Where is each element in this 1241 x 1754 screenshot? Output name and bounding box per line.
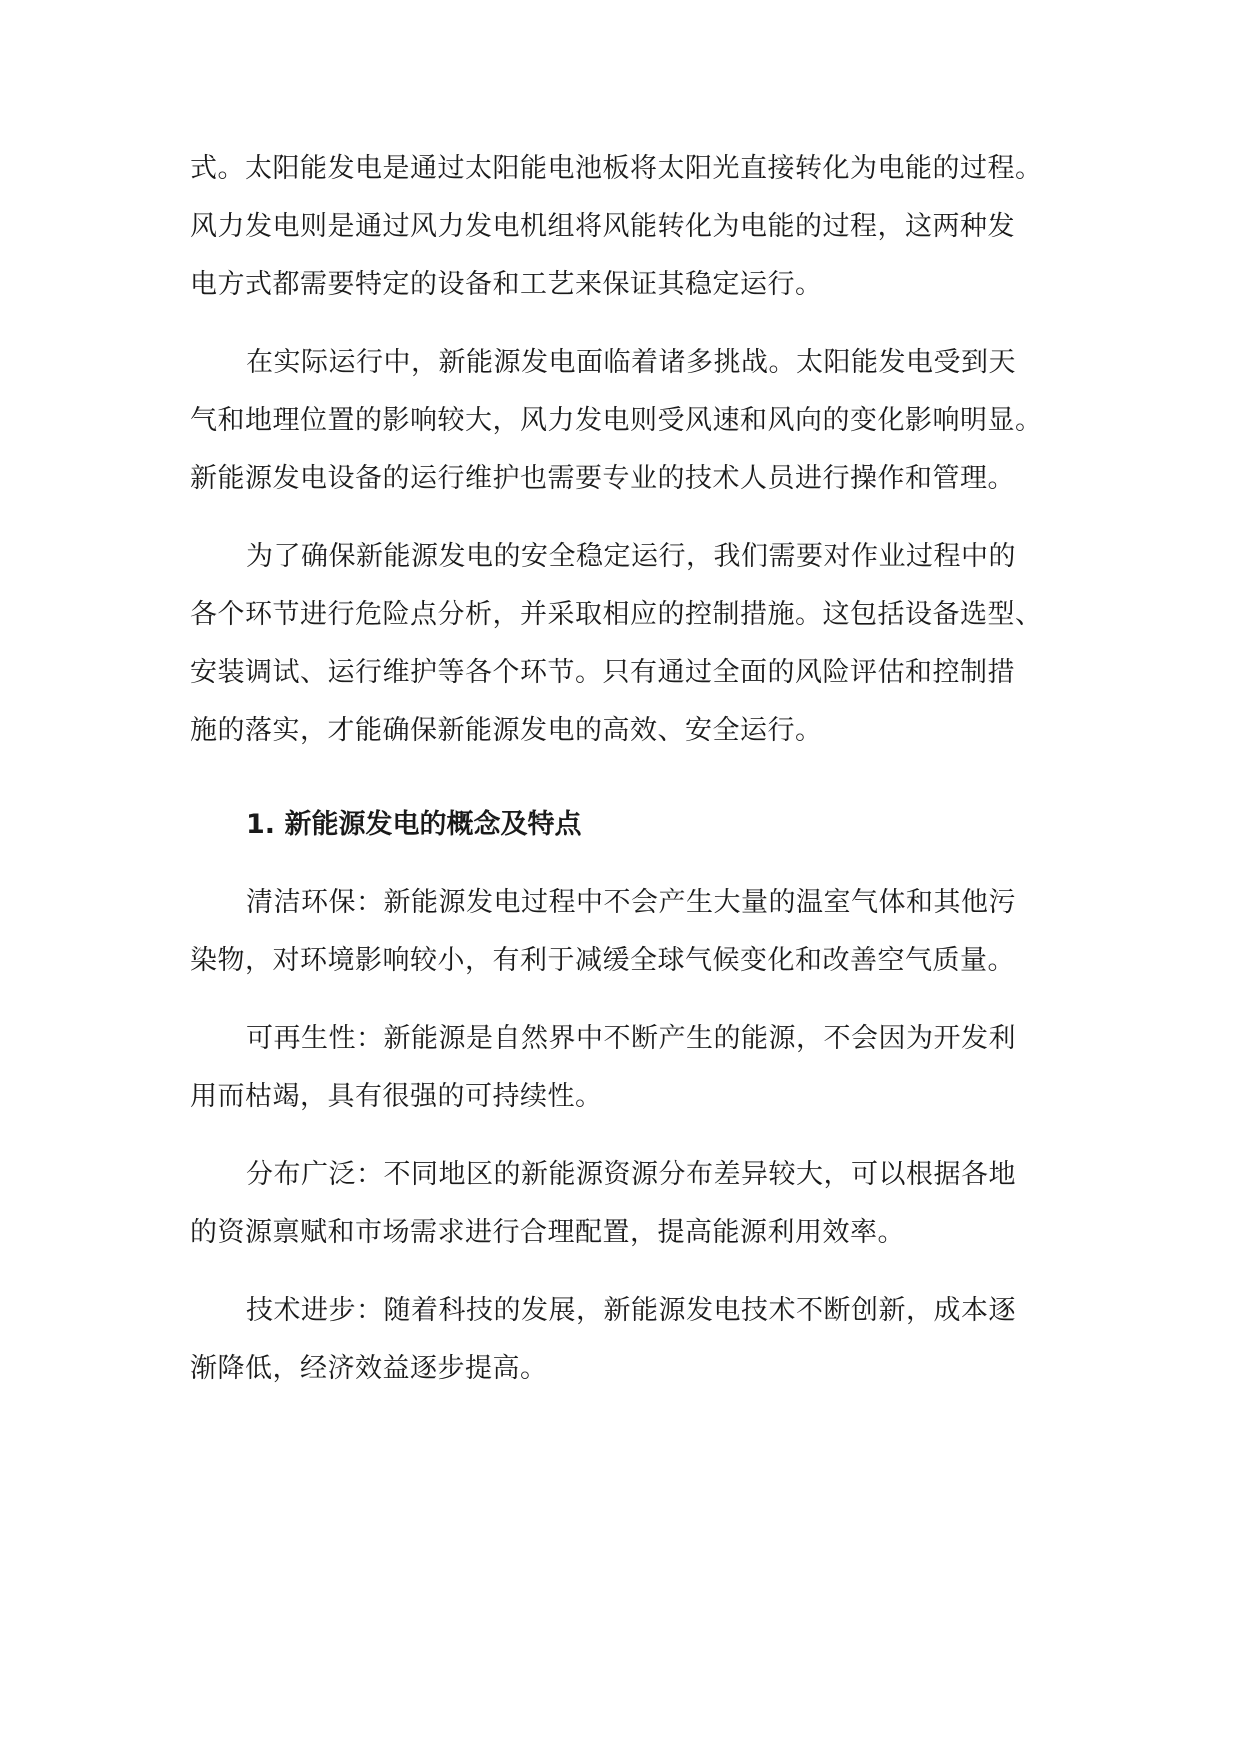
text-line: 式。太阳能发电是通过太阳能电池板将太阳光直接转化为电能的过程。 <box>190 153 1043 184</box>
paragraph-clean <box>190 874 1050 990</box>
text-line: 施的落实，才能确保新能源发电的高效、安全运行。 <box>190 715 823 746</box>
paragraph-solar-wind <box>190 140 1050 314</box>
paragraph-spacer <box>190 314 1050 334</box>
paragraph-risk-analysis <box>190 528 1050 760</box>
section-spacer <box>190 760 1050 796</box>
document-body <box>190 140 1050 1398</box>
text-line: 渐降低，经济效益逐步提高。 <box>190 1353 548 1384</box>
text-line: 安装调试、运行维护等各个环节。只有通过全面的风险评估和控制措 <box>190 657 1015 688</box>
text-line: 可再生性：新能源是自然界中不断产生的能源，不会因为开发利 <box>246 1023 1016 1054</box>
text-line: 分布广泛：不同地区的新能源资源分布差异较大，可以根据各地 <box>246 1159 1016 1190</box>
paragraph-spacer <box>190 1126 1050 1146</box>
paragraph-challenges <box>190 334 1050 508</box>
section-heading: 1. 新能源发电的概念及特点 <box>246 809 582 840</box>
paragraph-spacer <box>190 1262 1050 1282</box>
text-line: 气和地理位置的影响较大，风力发电则受风速和风向的变化影响明显。 <box>190 405 1043 436</box>
text-line: 清洁环保：新能源发电过程中不会产生大量的温室气体和其他污 <box>246 887 1016 918</box>
paragraph-distribution <box>190 1146 1050 1262</box>
text-line: 新能源发电设备的运行维护也需要专业的技术人员进行操作和管理。 <box>190 463 1015 494</box>
text-line: 用而枯竭，具有很强的可持续性。 <box>190 1081 603 1112</box>
paragraph-spacer <box>190 508 1050 528</box>
paragraph-spacer <box>190 854 1050 874</box>
text-line: 技术进步：随着科技的发展，新能源发电技术不断创新，成本逐 <box>246 1295 1016 1326</box>
text-line: 在实际运行中，新能源发电面临着诸多挑战。太阳能发电受到天 <box>246 347 1016 378</box>
text-line: 各个环节进行危险点分析，并采取相应的控制措施。这包括设备选型、 <box>190 599 1043 630</box>
paragraph-spacer <box>190 990 1050 1010</box>
text-line: 为了确保新能源发电的安全稳定运行，我们需要对作业过程中的 <box>246 541 1016 572</box>
text-line: 风力发电则是通过风力发电机组将风能转化为电能的过程，这两种发 <box>190 211 1015 242</box>
paragraph-technology <box>190 1282 1050 1398</box>
paragraph-renewable <box>190 1010 1050 1126</box>
text-line: 电方式都需要特定的设备和工艺来保证其稳定运行。 <box>190 269 823 300</box>
text-line: 的资源禀赋和市场需求进行合理配置，提高能源利用效率。 <box>190 1217 905 1248</box>
text-line: 染物，对环境影响较小，有利于减缓全球气候变化和改善空气质量。 <box>190 945 1015 976</box>
